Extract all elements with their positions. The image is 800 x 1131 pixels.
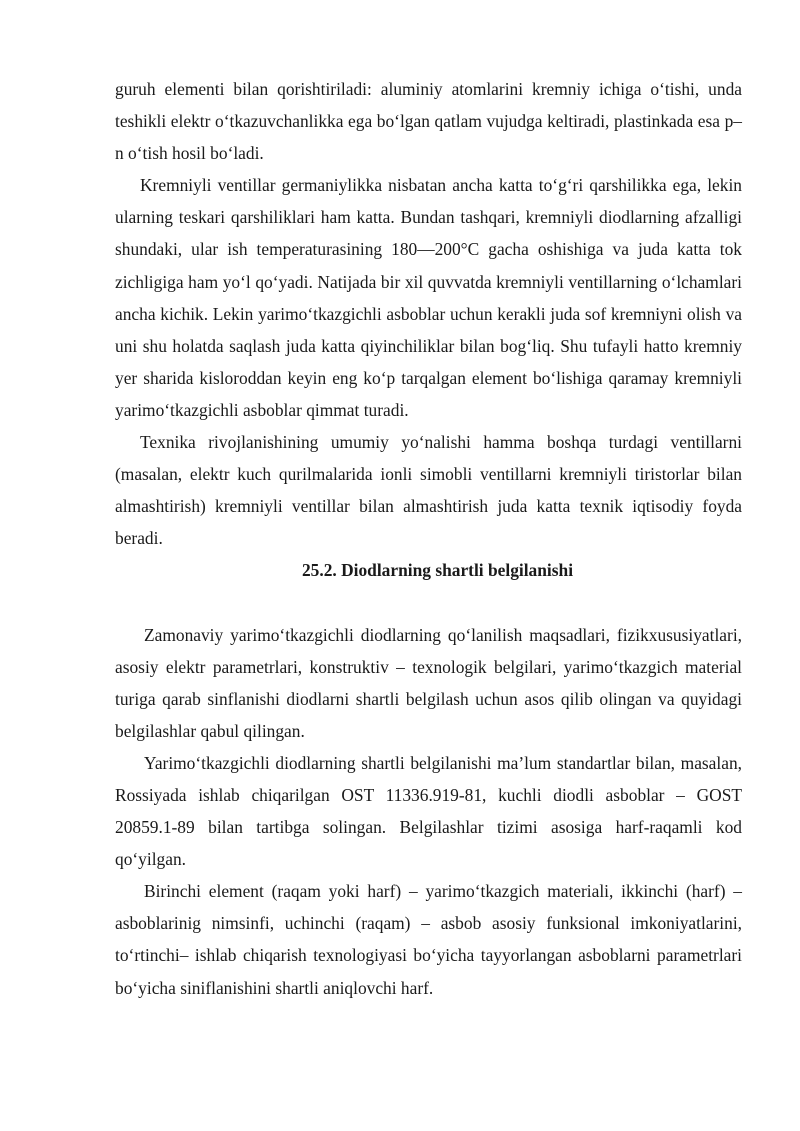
paragraph-silicon-valves: Kremniyli ventillar germaniylikka nisbatan ancha katta to‘g‘ri qarshilikka ega, lekin ularning teskari qarshiliklari ham katta. Bundan tashqari, kremniyli diodlarning afzalligi shundaki, ular ish temperaturasining 180—200°C gacha oshishiga va juda katta tok zichligiga ham yo‘l qo‘yadi. Natijada bir xil quvvatda kremniyli ventillarning o‘lchamlari ancha kichik. Lekin yarimo‘tkazgichli asboblar uchun kerakli juda sof kremniyni olish va uni shu holatda saqlash juda katta qiyinchiliklar bilan bog‘liq. Shu tufayli hatto kremniy yer sharida kisloroddan keyin eng ko‘p tarqalgan element bo‘lishiga qaramay kremniyli yarimo‘tkazgichli asboblar qimmat turadi.	[115, 175, 742, 420]
paragraph-standards: Yarimo‘tkazgichli diodlarning shartli belgilanishi ma’lum standartlar bilan, masalan, Rossiyada ishlab chiqarilgan OST 11336.919-81, kuchli diodli asboblar – GOST 20859.1-89 bilan tartibga solingan. Belgilashlar tizimi asosiga harf-raqamli kod qo‘yilgan.	[115, 752, 742, 870]
paragraph-continuation: guruh elementi bilan qorishtiriladi: aluminiy atomlarini kremniy ichiga o‘tishi, unda teshikli elektr o‘tkazuvchanlikka ega bo‘lgan qatlam vujudga keltiradi, plastinkada esa p–n o‘tish hosil bo‘ladi.	[115, 79, 742, 164]
section-spacer	[115, 587, 742, 619]
document-page	[115, 73, 742, 1004]
paragraph-technology-trend: Texnika rivojlanishining umumiy yo‘nalishi hamma boshqa turdagi ventillarni (masalan, elektr kuch qurilmalarida ionli simobli ventillarni kremniyli tiristorlar bilan almashtirish) kremniyli ventillar bilan almashtirish juda katta texnik iqtisodiy foyda beradi.	[115, 432, 742, 549]
paragraph-code-elements: Birinchi element (raqam yoki harf) – yarimo‘tkazgich materiali, ikkinchi (harf) – asboblarinig nimsinfi, uchinchi (raqam) – asbob asosiy funksional imkoniyatlarini, to‘rtinchi– ishlab chiqarish texnologiyasi bo‘yicha tayyorlangan asboblarni parametrlari bo‘yicha siniflanishini shartli aniqlovchi harf.	[115, 881, 742, 998]
paragraph-modern-diodes: Zamonaviy yarimo‘tkazgichli diodlarning qo‘lanilish maqsadlari, fizikxususiyatlari, asosiy elektr parametrlari, konstruktiv – texnologik belgilari, yarimo‘tkazgich material turiga qarab sinflanishi diodlarni shartli belgilash uchun asos qilib olingan va quyidagi belgilashlar qabul qilingan.	[115, 624, 742, 741]
section-heading: 25.2. Diodlarning shartli belgilanishi	[301, 560, 574, 581]
